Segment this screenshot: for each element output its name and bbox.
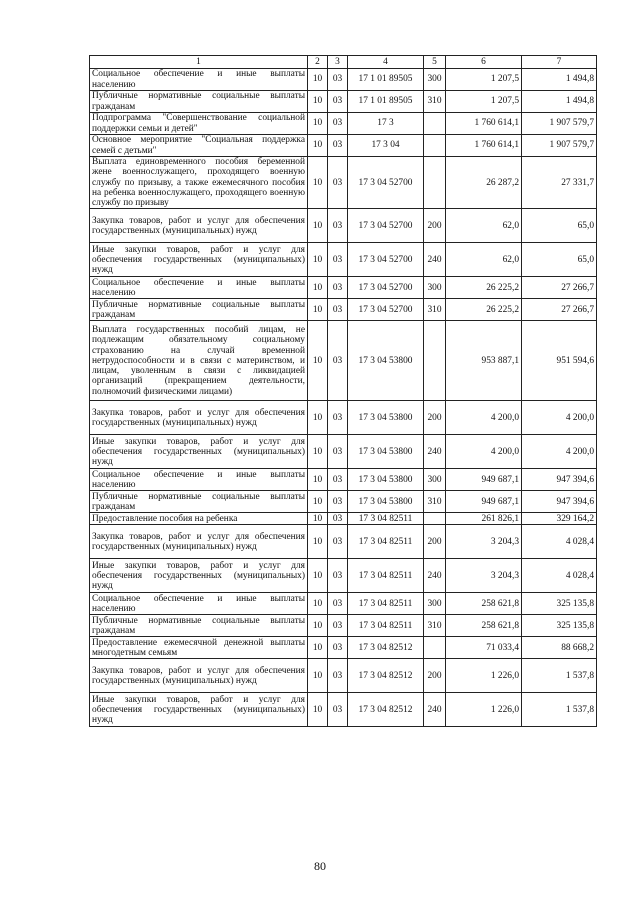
- expense-type-code: [424, 637, 446, 659]
- amount-year-1: 261 826,1: [446, 513, 522, 525]
- expense-type-code: 200: [424, 401, 446, 435]
- subsection-code: 03: [328, 559, 348, 593]
- amount-year-2: 1 907 579,7: [522, 113, 597, 135]
- table-row: [90, 321, 597, 401]
- table-row: [90, 135, 597, 157]
- amount-year-2: 951 594,6: [522, 321, 597, 401]
- amount-year-1: 1 207,5: [446, 69, 522, 91]
- subsection-code: 03: [328, 135, 348, 157]
- amount-year-2: 4 028,4: [522, 559, 597, 593]
- subsection-code: 03: [328, 157, 348, 209]
- section-code: 10: [308, 135, 328, 157]
- amount-year-1: 949 687,1: [446, 491, 522, 513]
- target-article-code: 17 3: [348, 113, 424, 135]
- subsection-code: 03: [328, 659, 348, 693]
- subsection-code: 03: [328, 91, 348, 113]
- target-article-code: 17 3 04 82511: [348, 559, 424, 593]
- amount-year-2: 27 266,7: [522, 277, 597, 299]
- expense-type-code: [424, 135, 446, 157]
- row-name: Публичные нормативные социальные выплаты гражданам: [90, 91, 308, 113]
- table-row: [90, 637, 597, 659]
- table-row: [90, 659, 597, 693]
- budget-table: [89, 55, 597, 727]
- subsection-code: 03: [328, 321, 348, 401]
- expense-type-code: 310: [424, 91, 446, 113]
- target-article-code: 17 3 04 82512: [348, 659, 424, 693]
- table-row: [90, 559, 597, 593]
- expense-type-code: 300: [424, 469, 446, 491]
- amount-year-1: 953 887,1: [446, 321, 522, 401]
- amount-year-1: 1 226,0: [446, 693, 522, 727]
- row-name: Основное мероприятие "Социальная поддержка семей с детьми": [90, 135, 308, 157]
- target-article-code: 17 3 04 52700: [348, 299, 424, 321]
- section-code: 10: [308, 299, 328, 321]
- row-name: Социальное обеспечение и иные выплаты населению: [90, 69, 308, 91]
- table-row: [90, 525, 597, 559]
- amount-year-1: 4 200,0: [446, 401, 522, 435]
- amount-year-1: 3 204,3: [446, 559, 522, 593]
- column-header: 5: [424, 56, 446, 69]
- subsection-code: 03: [328, 469, 348, 491]
- table-header-row: [90, 56, 597, 69]
- row-name: Иные закупки товаров, работ и услуг для обеспечения государственных (муниципальных) нужд: [90, 559, 308, 593]
- subsection-code: 03: [328, 277, 348, 299]
- table-row: [90, 91, 597, 113]
- amount-year-1: 1 207,5: [446, 91, 522, 113]
- section-code: 10: [308, 157, 328, 209]
- expense-type-code: 240: [424, 243, 446, 277]
- amount-year-1: 26 287,2: [446, 157, 522, 209]
- amount-year-1: 26 225,2: [446, 299, 522, 321]
- subsection-code: 03: [328, 401, 348, 435]
- target-article-code: 17 3 04 52700: [348, 277, 424, 299]
- amount-year-1: 71 033,4: [446, 637, 522, 659]
- row-name: Предоставление пособия на ребенка: [90, 513, 308, 525]
- row-name: Иные закупки товаров, работ и услуг для обеспечения государственных (муниципальных) нужд: [90, 435, 308, 469]
- row-name: Выплата государственных пособий лицам, не подлежащим обязательному социальному страхованию на случай временной нетрудоспособности и в связи с материнством, и лицам, уволенным в связи с ликвидацией организаций (прекращением деятельности, полномочий физическими лицами): [90, 321, 308, 401]
- target-article-code: 17 3 04 82512: [348, 693, 424, 727]
- target-article-code: 17 3 04 82511: [348, 525, 424, 559]
- subsection-code: 03: [328, 69, 348, 91]
- table-row: [90, 693, 597, 727]
- amount-year-2: 1 494,8: [522, 91, 597, 113]
- column-header: 7: [522, 56, 597, 69]
- subsection-code: 03: [328, 243, 348, 277]
- subsection-code: 03: [328, 113, 348, 135]
- amount-year-1: 3 204,3: [446, 525, 522, 559]
- row-name: Выплата единовременного пособия беременной жене военнослужащего, проходящего военную службу по призыву, а также ежемесячного пособия на ребенка военнослужащего, проходящего военную службу по призыву: [90, 157, 308, 209]
- target-article-code: 17 3 04 82511: [348, 593, 424, 615]
- row-name: Закупка товаров, работ и услуг для обеспечения государственных (муниципальных) нужд: [90, 659, 308, 693]
- section-code: 10: [308, 693, 328, 727]
- section-code: 10: [308, 593, 328, 615]
- subsection-code: 03: [328, 615, 348, 637]
- target-article-code: 17 3 04 82512: [348, 637, 424, 659]
- section-code: 10: [308, 321, 328, 401]
- target-article-code: 17 3 04 52700: [348, 209, 424, 243]
- table-row: [90, 277, 597, 299]
- amount-year-2: 1 537,8: [522, 693, 597, 727]
- row-name: Социальное обеспечение и иные выплаты населению: [90, 277, 308, 299]
- subsection-code: 03: [328, 435, 348, 469]
- row-name: Подпрограмма "Совершенствование социальной поддержки семьи и детей": [90, 113, 308, 135]
- target-article-code: 17 3 04 53800: [348, 321, 424, 401]
- expense-type-code: 200: [424, 209, 446, 243]
- target-article-code: 17 3 04 53800: [348, 401, 424, 435]
- amount-year-2: 4 200,0: [522, 401, 597, 435]
- expense-type-code: 200: [424, 659, 446, 693]
- amount-year-2: 4 200,0: [522, 435, 597, 469]
- amount-year-2: 65,0: [522, 209, 597, 243]
- section-code: 10: [308, 277, 328, 299]
- amount-year-2: 4 028,4: [522, 525, 597, 559]
- subsection-code: 03: [328, 525, 348, 559]
- amount-year-2: 27 266,7: [522, 299, 597, 321]
- section-code: 10: [308, 243, 328, 277]
- table-row: [90, 593, 597, 615]
- target-article-code: 17 3 04 82511: [348, 615, 424, 637]
- table-row: [90, 435, 597, 469]
- amount-year-1: 1 760 614,1: [446, 135, 522, 157]
- amount-year-1: 4 200,0: [446, 435, 522, 469]
- column-header: 2: [308, 56, 328, 69]
- amount-year-2: 329 164,2: [522, 513, 597, 525]
- target-article-code: 17 3 04 53800: [348, 435, 424, 469]
- section-code: 10: [308, 469, 328, 491]
- column-header: 1: [90, 56, 308, 69]
- expense-type-code: 300: [424, 69, 446, 91]
- expense-type-code: 310: [424, 615, 446, 637]
- amount-year-2: 1 537,8: [522, 659, 597, 693]
- amount-year-1: 1 760 614,1: [446, 113, 522, 135]
- subsection-code: 03: [328, 209, 348, 243]
- row-name: Публичные нормативные социальные выплаты гражданам: [90, 615, 308, 637]
- row-name: Социальное обеспечение и иные выплаты населению: [90, 469, 308, 491]
- subsection-code: 03: [328, 491, 348, 513]
- row-name: Социальное обеспечение и иные выплаты населению: [90, 593, 308, 615]
- expense-type-code: 310: [424, 491, 446, 513]
- target-article-code: 17 3 04 52700: [348, 243, 424, 277]
- table-row: [90, 113, 597, 135]
- section-code: 10: [308, 113, 328, 135]
- section-code: 10: [308, 525, 328, 559]
- section-code: 10: [308, 209, 328, 243]
- target-article-code: 17 1 01 89505: [348, 69, 424, 91]
- row-name: Предоставление ежемесячной денежной выплаты многодетным семьям: [90, 637, 308, 659]
- table-row: [90, 243, 597, 277]
- target-article-code: 17 1 01 89505: [348, 91, 424, 113]
- expense-type-code: [424, 513, 446, 525]
- section-code: 10: [308, 435, 328, 469]
- target-article-code: 17 3 04 53800: [348, 469, 424, 491]
- amount-year-2: 88 668,2: [522, 637, 597, 659]
- expense-type-code: [424, 113, 446, 135]
- table-row: [90, 469, 597, 491]
- table-row: [90, 513, 597, 525]
- amount-year-1: 949 687,1: [446, 469, 522, 491]
- expense-type-code: 300: [424, 277, 446, 299]
- amount-year-2: 1 494,8: [522, 69, 597, 91]
- expense-type-code: 240: [424, 559, 446, 593]
- amount-year-2: 1 907 579,7: [522, 135, 597, 157]
- expense-type-code: 300: [424, 593, 446, 615]
- section-code: 10: [308, 491, 328, 513]
- table-row: [90, 401, 597, 435]
- row-name: Иные закупки товаров, работ и услуг для обеспечения государственных (муниципальных) нужд: [90, 693, 308, 727]
- table-row: [90, 209, 597, 243]
- target-article-code: 17 3 04 52700: [348, 157, 424, 209]
- column-header: 6: [446, 56, 522, 69]
- amount-year-2: 65,0: [522, 243, 597, 277]
- section-code: 10: [308, 559, 328, 593]
- expense-type-code: 310: [424, 299, 446, 321]
- section-code: 10: [308, 401, 328, 435]
- expense-type-code: 240: [424, 435, 446, 469]
- expense-type-code: 240: [424, 693, 446, 727]
- expense-type-code: 200: [424, 525, 446, 559]
- target-article-code: 17 3 04 82511: [348, 513, 424, 525]
- row-name: Иные закупки товаров, работ и услуг для обеспечения государственных (муниципальных) нужд: [90, 243, 308, 277]
- subsection-code: 03: [328, 299, 348, 321]
- expense-type-code: [424, 157, 446, 209]
- subsection-code: 03: [328, 593, 348, 615]
- amount-year-2: 325 135,8: [522, 593, 597, 615]
- section-code: 10: [308, 659, 328, 693]
- section-code: 10: [308, 91, 328, 113]
- table-row: [90, 299, 597, 321]
- amount-year-2: 325 135,8: [522, 615, 597, 637]
- amount-year-1: 258 621,8: [446, 593, 522, 615]
- amount-year-1: 62,0: [446, 209, 522, 243]
- expense-type-code: [424, 321, 446, 401]
- amount-year-1: 26 225,2: [446, 277, 522, 299]
- table-row: [90, 491, 597, 513]
- subsection-code: 03: [328, 693, 348, 727]
- row-name: Публичные нормативные социальные выплаты гражданам: [90, 299, 308, 321]
- column-header: 4: [348, 56, 424, 69]
- subsection-code: 03: [328, 513, 348, 525]
- row-name: Закупка товаров, работ и услуг для обеспечения государственных (муниципальных) нужд: [90, 401, 308, 435]
- amount-year-1: 258 621,8: [446, 615, 522, 637]
- amount-year-2: 27 331,7: [522, 157, 597, 209]
- column-header: 3: [328, 56, 348, 69]
- subsection-code: 03: [328, 637, 348, 659]
- target-article-code: 17 3 04: [348, 135, 424, 157]
- table-row: [90, 615, 597, 637]
- target-article-code: 17 3 04 53800: [348, 491, 424, 513]
- section-code: 10: [308, 615, 328, 637]
- table-row: [90, 157, 597, 209]
- section-code: 10: [308, 513, 328, 525]
- section-code: 10: [308, 69, 328, 91]
- amount-year-1: 1 226,0: [446, 659, 522, 693]
- row-name: Публичные нормативные социальные выплаты гражданам: [90, 491, 308, 513]
- amount-year-2: 947 394,6: [522, 469, 597, 491]
- row-name: Закупка товаров, работ и услуг для обеспечения государственных (муниципальных) нужд: [90, 209, 308, 243]
- page-number: 80: [314, 859, 326, 873]
- amount-year-1: 62,0: [446, 243, 522, 277]
- section-code: 10: [308, 637, 328, 659]
- table-row: [90, 69, 597, 91]
- amount-year-2: 947 394,6: [522, 491, 597, 513]
- row-name: Закупка товаров, работ и услуг для обеспечения государственных (муниципальных) нужд: [90, 525, 308, 559]
